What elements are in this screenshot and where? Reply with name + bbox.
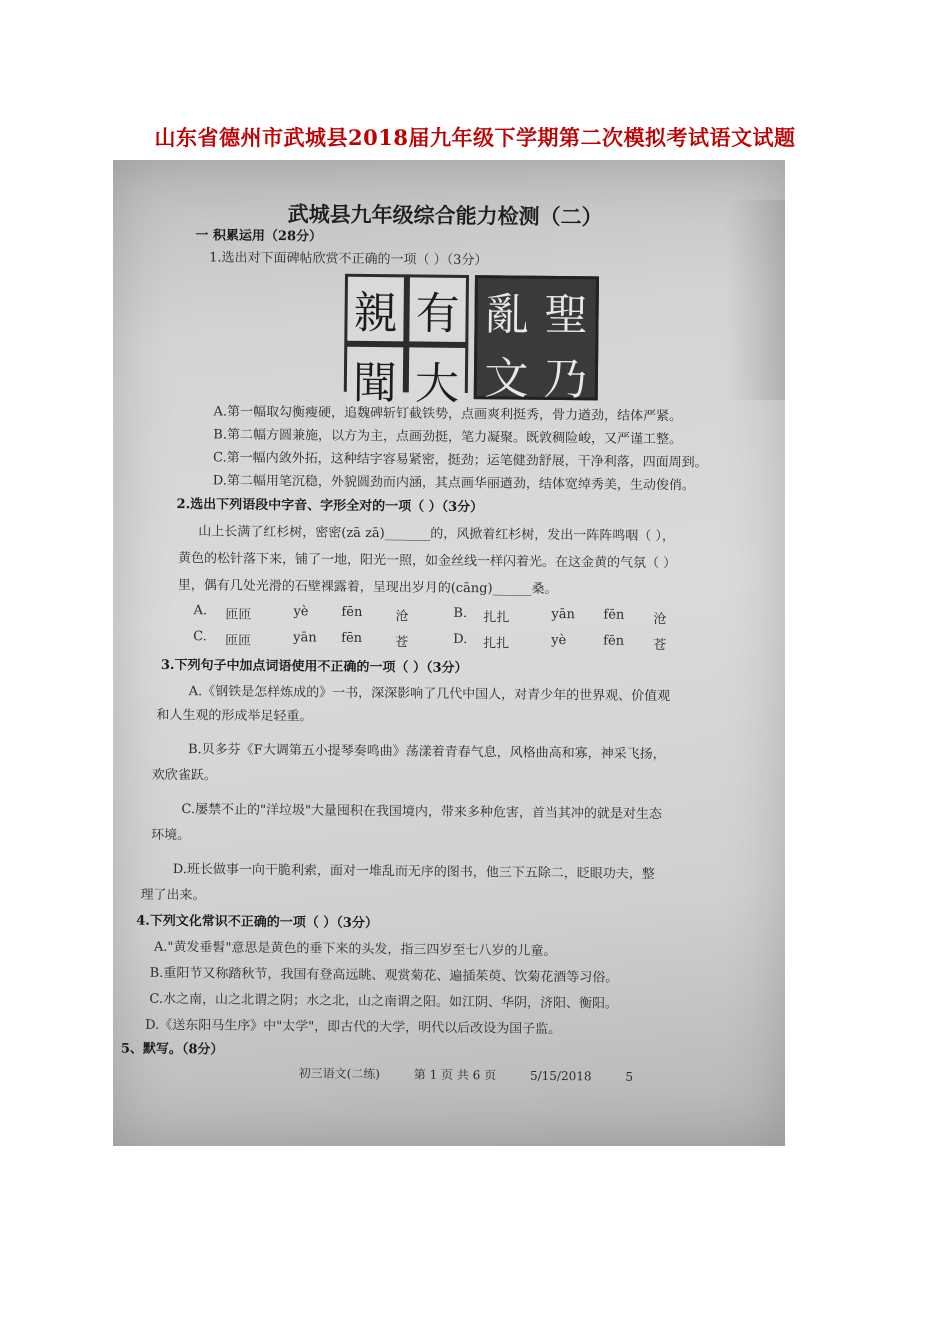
q3-option-a-cont: 和人生观的形成举足轻重。 bbox=[156, 707, 313, 725]
opt-pinyin: fēn bbox=[603, 607, 625, 623]
opt-char: 苍 bbox=[395, 635, 409, 651]
q3-option-b: B.贝多芬《F大调第五小提琴奏鸣曲》荡漾着青春气息，风格曲高和寡，神采飞扬， bbox=[187, 742, 666, 763]
q4-option-d: D.《送东阳马生序》中"太学"，即古代的大学，明代以后改设为国子监。 bbox=[145, 1017, 562, 1038]
q1-option-b: B.第二幅方圆兼施，以方为主，点画劲挺，笔力凝聚。既敦稠险峻，又严谨工整。 bbox=[213, 427, 683, 448]
q2-passage-line: 里，偶有几处光滑的石壁裸露着，呈现出岁月的(cāng)______桑。 bbox=[177, 578, 558, 597]
page-footer bbox=[299, 1064, 664, 1085]
exam-title: 武城县九年级综合能力检测（二） bbox=[287, 201, 603, 230]
callig-char: 文 bbox=[484, 353, 529, 405]
opt-char: 沧 bbox=[653, 611, 667, 628]
calligraphy-sample-1 bbox=[344, 274, 469, 410]
question-1: 1.选出对下面碑帖欣赏不正确的一项（ ）（3分） bbox=[209, 250, 488, 269]
opt-letter: D. bbox=[453, 631, 468, 648]
question-5: 5、默写。（8分） bbox=[120, 1041, 224, 1058]
opt-pinyin: fēn bbox=[341, 604, 363, 620]
q3-option-c: C.屡禁不止的"洋垃圾"大量囤积在我国境内，带来多种危害，首当其冲的就是对生态 bbox=[181, 802, 663, 823]
q4-option-c: C.水之南，山之北谓之阴；水之北，山之南谓之阳。如江阴、华阴，济阳、衡阳。 bbox=[149, 991, 619, 1012]
opt-word: 匝匝 bbox=[225, 633, 252, 649]
q1-option-a: A.第一幅取勾衡瘦硬，追魏碑斩钉截铁势，点画爽利挺秀，骨力遒劲，结体严紧。 bbox=[213, 404, 683, 425]
q3-option-d-cont: 理了出来。 bbox=[140, 887, 206, 904]
callig-char: 亂 bbox=[484, 289, 530, 341]
opt-pinyin: yān bbox=[293, 630, 317, 646]
question-2: 2.选出下列语段中字音、字形全对的一项（ ）（3分） bbox=[176, 496, 484, 516]
opt-word: 扎扎 bbox=[483, 610, 510, 626]
question-3: 3.下列句子中加点词语使用不正确的一项（ ）（3分） bbox=[160, 657, 468, 677]
q2-options-row-1 bbox=[193, 603, 713, 628]
callig-char: 乃 bbox=[543, 353, 588, 406]
callig-char: 大 bbox=[409, 347, 466, 412]
section-heading: 一 积累运用（28分） bbox=[195, 228, 323, 245]
opt-letter: B. bbox=[453, 605, 468, 622]
opt-pinyin: fēn bbox=[341, 630, 363, 646]
q2-options-row-2 bbox=[193, 629, 713, 654]
q1-option-c: C.第一幅内敛外拓，这种结字容易紧密，挺劲；运笔健劲舒展，干净利落，四面周到。 bbox=[213, 450, 708, 471]
q2-passage-line: 山上长满了红杉树，密密(zā zā)_______的，风掀着红杉树，发出一阵阵鸣咽（ ）， bbox=[198, 524, 675, 545]
opt-pinyin: fēn bbox=[603, 633, 625, 649]
q4-option-b: B.重阳节又称踏秋节，我国有登高远眺、观赏菊花、遍插茱萸、饮菊花酒等习俗。 bbox=[149, 965, 619, 986]
opt-pinyin: yè bbox=[551, 632, 567, 649]
exam-photo bbox=[113, 160, 785, 1146]
opt-pinyin: yān bbox=[551, 606, 576, 623]
q3-option-b-cont: 欢欣雀跃。 bbox=[151, 767, 217, 784]
page-title: 山东省德州市武城县2018届九年级下学期第二次模拟考试语文试题 bbox=[154, 125, 796, 150]
footer-page: 第 1 页 共 6 页 bbox=[413, 1067, 497, 1083]
opt-letter: A. bbox=[193, 603, 208, 619]
calligraphy-sample-2 bbox=[474, 275, 599, 406]
q1-option-d: D.第二幅用笔沉稳，外貌圆劲而内涵，其点画华丽遒劲，结体宽绰秀美，生动俊俏。 bbox=[212, 473, 695, 494]
q3-option-d: D.班长做事一向干脆利索，面对一堆乱而无序的图书，他三下五除二，眨眼功夫，整 bbox=[172, 861, 655, 883]
opt-char: 沧 bbox=[395, 609, 409, 625]
question-4: 4.下列文化常识不正确的一项（ ）（3分） bbox=[136, 913, 378, 932]
q3-option-c-cont: 环境。 bbox=[151, 827, 191, 844]
opt-word: 扎扎 bbox=[483, 636, 510, 652]
footer-number: 5 bbox=[625, 1069, 634, 1084]
callig-char: 有 bbox=[409, 277, 466, 342]
exam-sheet bbox=[120, 175, 778, 1141]
callig-char: 親 bbox=[347, 277, 404, 342]
opt-pinyin: yè bbox=[293, 604, 309, 620]
opt-char: 苍 bbox=[653, 637, 667, 654]
footer-subject: 初三语文(二练) bbox=[298, 1066, 381, 1082]
footer-date: 5/15/2018 bbox=[529, 1068, 592, 1084]
q4-option-a: A."黄发垂髫"意思是黄色的垂下来的头发，指三四岁至七八岁的儿童。 bbox=[153, 939, 557, 959]
callig-char: 聞 bbox=[347, 347, 404, 412]
callig-char: 聖 bbox=[543, 289, 589, 342]
opt-letter: C. bbox=[193, 629, 207, 645]
q3-option-a: A.《钢铁是怎样炼成的》一书，深深影响了几代中国人，对青少年的世界观、价值观 bbox=[188, 684, 671, 705]
opt-word: 匝匝 bbox=[225, 607, 252, 623]
q2-passage-line: 黄色的松针落下来，铺了一地，阳光一照，如金丝线一样闪着光。在这金黄的气氛（ ） bbox=[177, 551, 677, 572]
